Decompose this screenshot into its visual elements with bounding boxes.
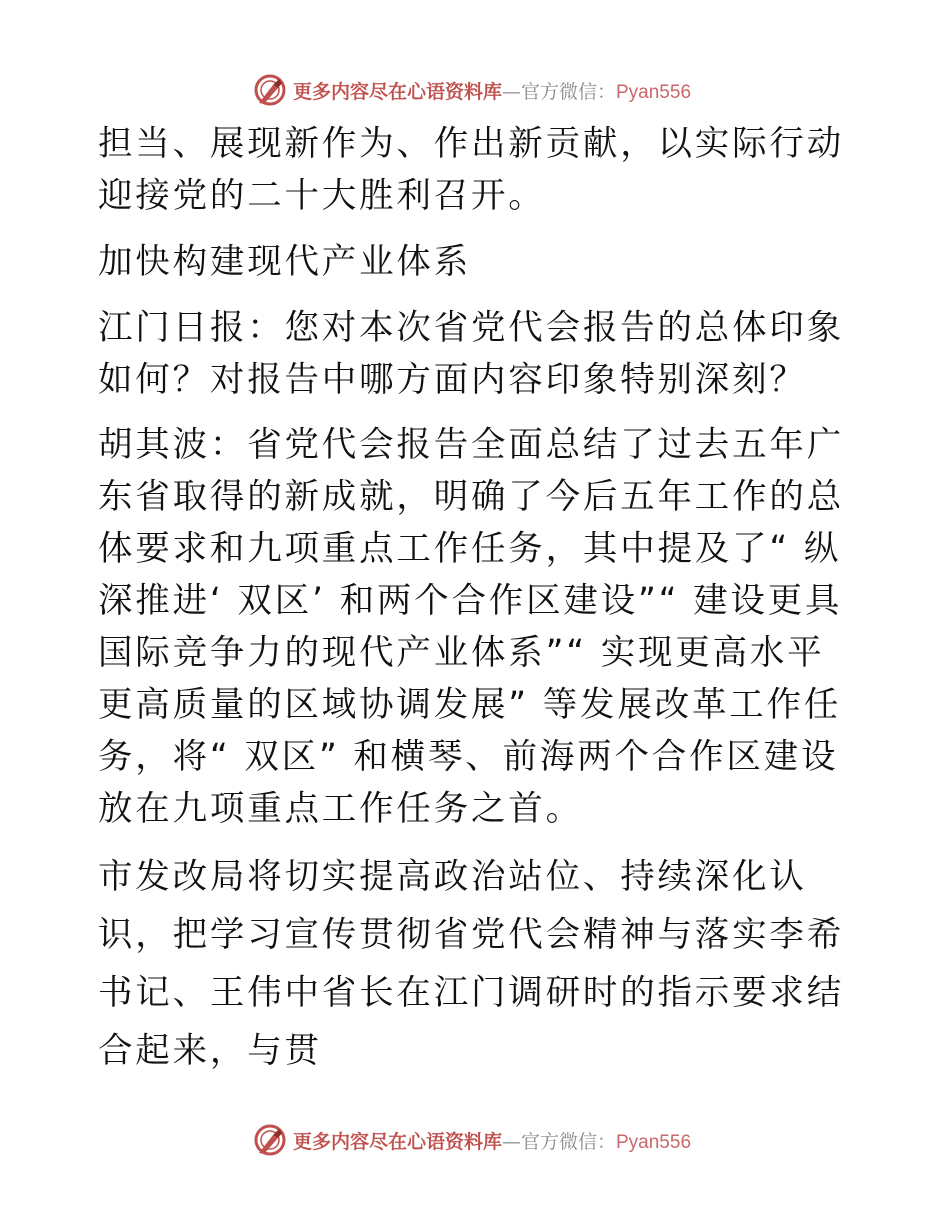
header-watermark (0, 70, 950, 110)
watermark-main-text: 更多内容尽在心语资料库 (292, 80, 502, 103)
watermark-dash: — (501, 1130, 521, 1153)
footer-watermark (0, 1120, 950, 1160)
paragraph-bureau: 市发改局将切实提高政治站位、持续深化认识，把学习宣传贯彻省党代会精神与落实李希书记、王伟中省长在江门调研时的指示要求结合起来，与贯 (98, 857, 844, 1071)
watermark-main-text: 更多内容尽在心语资料库 (292, 1130, 502, 1153)
paragraph-1: 担当、展现新作为、作出新贡献，以实际行动迎接党的二十大胜利召开。 (98, 124, 844, 216)
pen-logo-icon (253, 1123, 287, 1157)
paragraph-question: 江门日报：您对本次省党代会报告的总体印象如何？对报告中哪方面内容印象特别深刻？ (98, 308, 844, 400)
watermark-wechat-label: 官方微信： (520, 80, 616, 103)
watermark-wechat-label: 官方微信： (520, 1130, 616, 1153)
watermark-wechat-id: Pyan556 (616, 1131, 692, 1153)
watermark-dash: — (501, 80, 521, 103)
pen-logo-icon (253, 73, 287, 107)
watermark-text (293, 1127, 691, 1154)
section-heading: 加快构建现代产业体系 (98, 242, 471, 282)
document-body (98, 118, 858, 1093)
watermark-text (293, 77, 691, 104)
watermark-wechat-id: Pyan556 (616, 81, 692, 103)
paragraph-answer: 胡其波：省党代会报告全面总结了过去五年广东省取得的新成就，明确了今后五年工作的总体要求和九项重点工作任务，其中提及了“ 纵深推进‘ 双区’ 和两个合作区建设”“ 建设更具国际竞争力的现代产业体系”“ 实现更高水平更高质量的区域协调发展” 等发展改革工作任务，将“ 双区” 和横琴、前海两个合作区建设放在九项重点工作任务之首。 (98, 425, 844, 829)
